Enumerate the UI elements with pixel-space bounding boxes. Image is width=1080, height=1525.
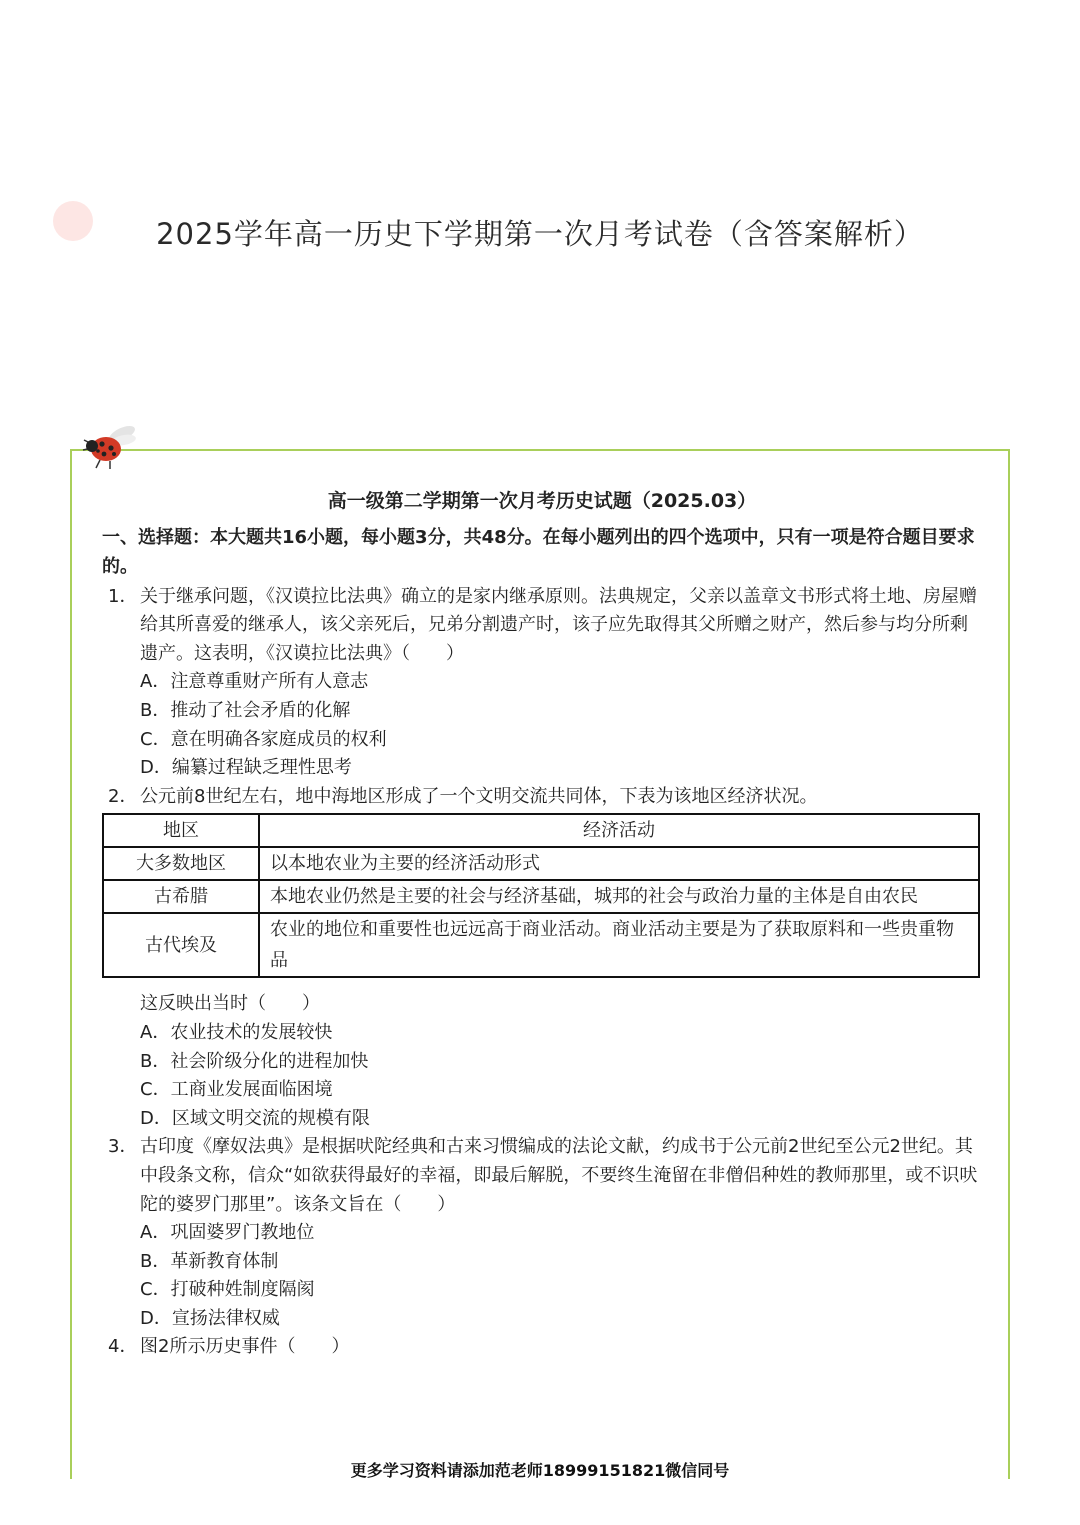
question-prompt: 这反映出当时（ ） xyxy=(140,993,320,1015)
question-stem: 古印度《摩奴法典》是根据吠陀经典和古来习惯编成的法论文献，约成书于公元前2世纪至公元2世纪。其中段条文称，信众“如欲获得最好的幸福，即最后解脱，不要终生淹留在非僧侣种姓的教师那里，或不识吠陀的婆罗门那里”。该条文旨在（ ） xyxy=(140,1136,978,1215)
question-number: 2． xyxy=(108,785,138,807)
exam-content xyxy=(102,487,982,1362)
table-cell-region: 古代埃及 xyxy=(103,913,259,977)
table-cell-activity: 以本地农业为主要的经济活动形式 xyxy=(259,847,979,880)
option-a: A．巩固婆罗门教地位 xyxy=(140,1222,315,1244)
question-stem: 公元前8世纪左右，地中海地区形成了一个文明交流共同体，下表为该地区经济状况。 xyxy=(140,785,818,807)
ladybug-icon xyxy=(80,420,142,472)
table-header-region: 地区 xyxy=(103,814,259,847)
option-a: A．注意尊重财产所有人意志 xyxy=(140,671,369,693)
option-b: B．革新教育体制 xyxy=(140,1250,279,1272)
option-b: B．社会阶级分化的进程加快 xyxy=(140,1050,369,1072)
option-d: D．区域文明交流的规模有限 xyxy=(140,1107,370,1129)
question-4 xyxy=(102,1333,982,1362)
table-cell-region: 大多数地区 xyxy=(103,847,259,880)
table-row xyxy=(103,847,979,880)
table-row xyxy=(103,913,979,977)
economy-table xyxy=(102,813,980,978)
question-1 xyxy=(102,583,982,783)
option-c: C．打破种姓制度隔阂 xyxy=(140,1279,315,1301)
table-header-activity: 经济活动 xyxy=(259,814,979,847)
table-cell-region: 古希腊 xyxy=(103,880,259,913)
question-2 xyxy=(102,783,982,1134)
section-heading: 一、选择题：本大题共16小题，每小题3分，共48分。在每小题列出的四个选项中，只有一项是符合题目要求的。 xyxy=(102,526,975,577)
table-cell-activity: 本地农业仍然是主要的社会与经济基础，城邦的社会与政治力量的主体是自由农民 xyxy=(259,880,979,913)
table-cell-activity: 农业的地位和重要性也远远高于商业活动。商业活动主要是为了获取原料和一些贵重物品 xyxy=(259,913,979,977)
option-d: D．编纂过程缺乏理性思考 xyxy=(140,757,352,779)
option-d: D．宣扬法律权威 xyxy=(140,1307,280,1329)
question-number: 4． xyxy=(108,1336,138,1358)
table-header-row xyxy=(103,814,979,847)
page-title: 2025学年高一历史下学期第一次月考试卷（含答案解析） xyxy=(156,217,924,251)
option-a: A．农业技术的发展较快 xyxy=(140,1021,333,1043)
paper-title: 高一级第二学期第一次月考历史试题（2025.03） xyxy=(327,490,757,512)
option-c: C．意在明确各家庭成员的权利 xyxy=(140,728,387,750)
footer-contact: 更多学习资料请添加范老师18999151821微信同号 xyxy=(350,1461,730,1480)
question-number: 3． xyxy=(108,1136,138,1158)
option-b: B．推动了社会矛盾的化解 xyxy=(140,699,351,721)
table-row xyxy=(103,880,979,913)
question-number: 1． xyxy=(108,585,138,607)
question-3 xyxy=(102,1133,982,1333)
option-c: C．工商业发展面临困境 xyxy=(140,1079,333,1101)
question-stem: 图2所示历史事件（ ） xyxy=(140,1336,350,1358)
question-stem: 关于继承问题，《汉谟拉比法典》确立的是家内继承原则。法典规定，父亲以盖章文书形式将土地、房屋赠给其所喜爱的继承人，该父亲死后，兄弟分割遗产时，该子应先取得其父所赠之财产，然后参与均分所剩遗产。这表明，《汉谟拉比法典》（ ） xyxy=(140,585,977,664)
